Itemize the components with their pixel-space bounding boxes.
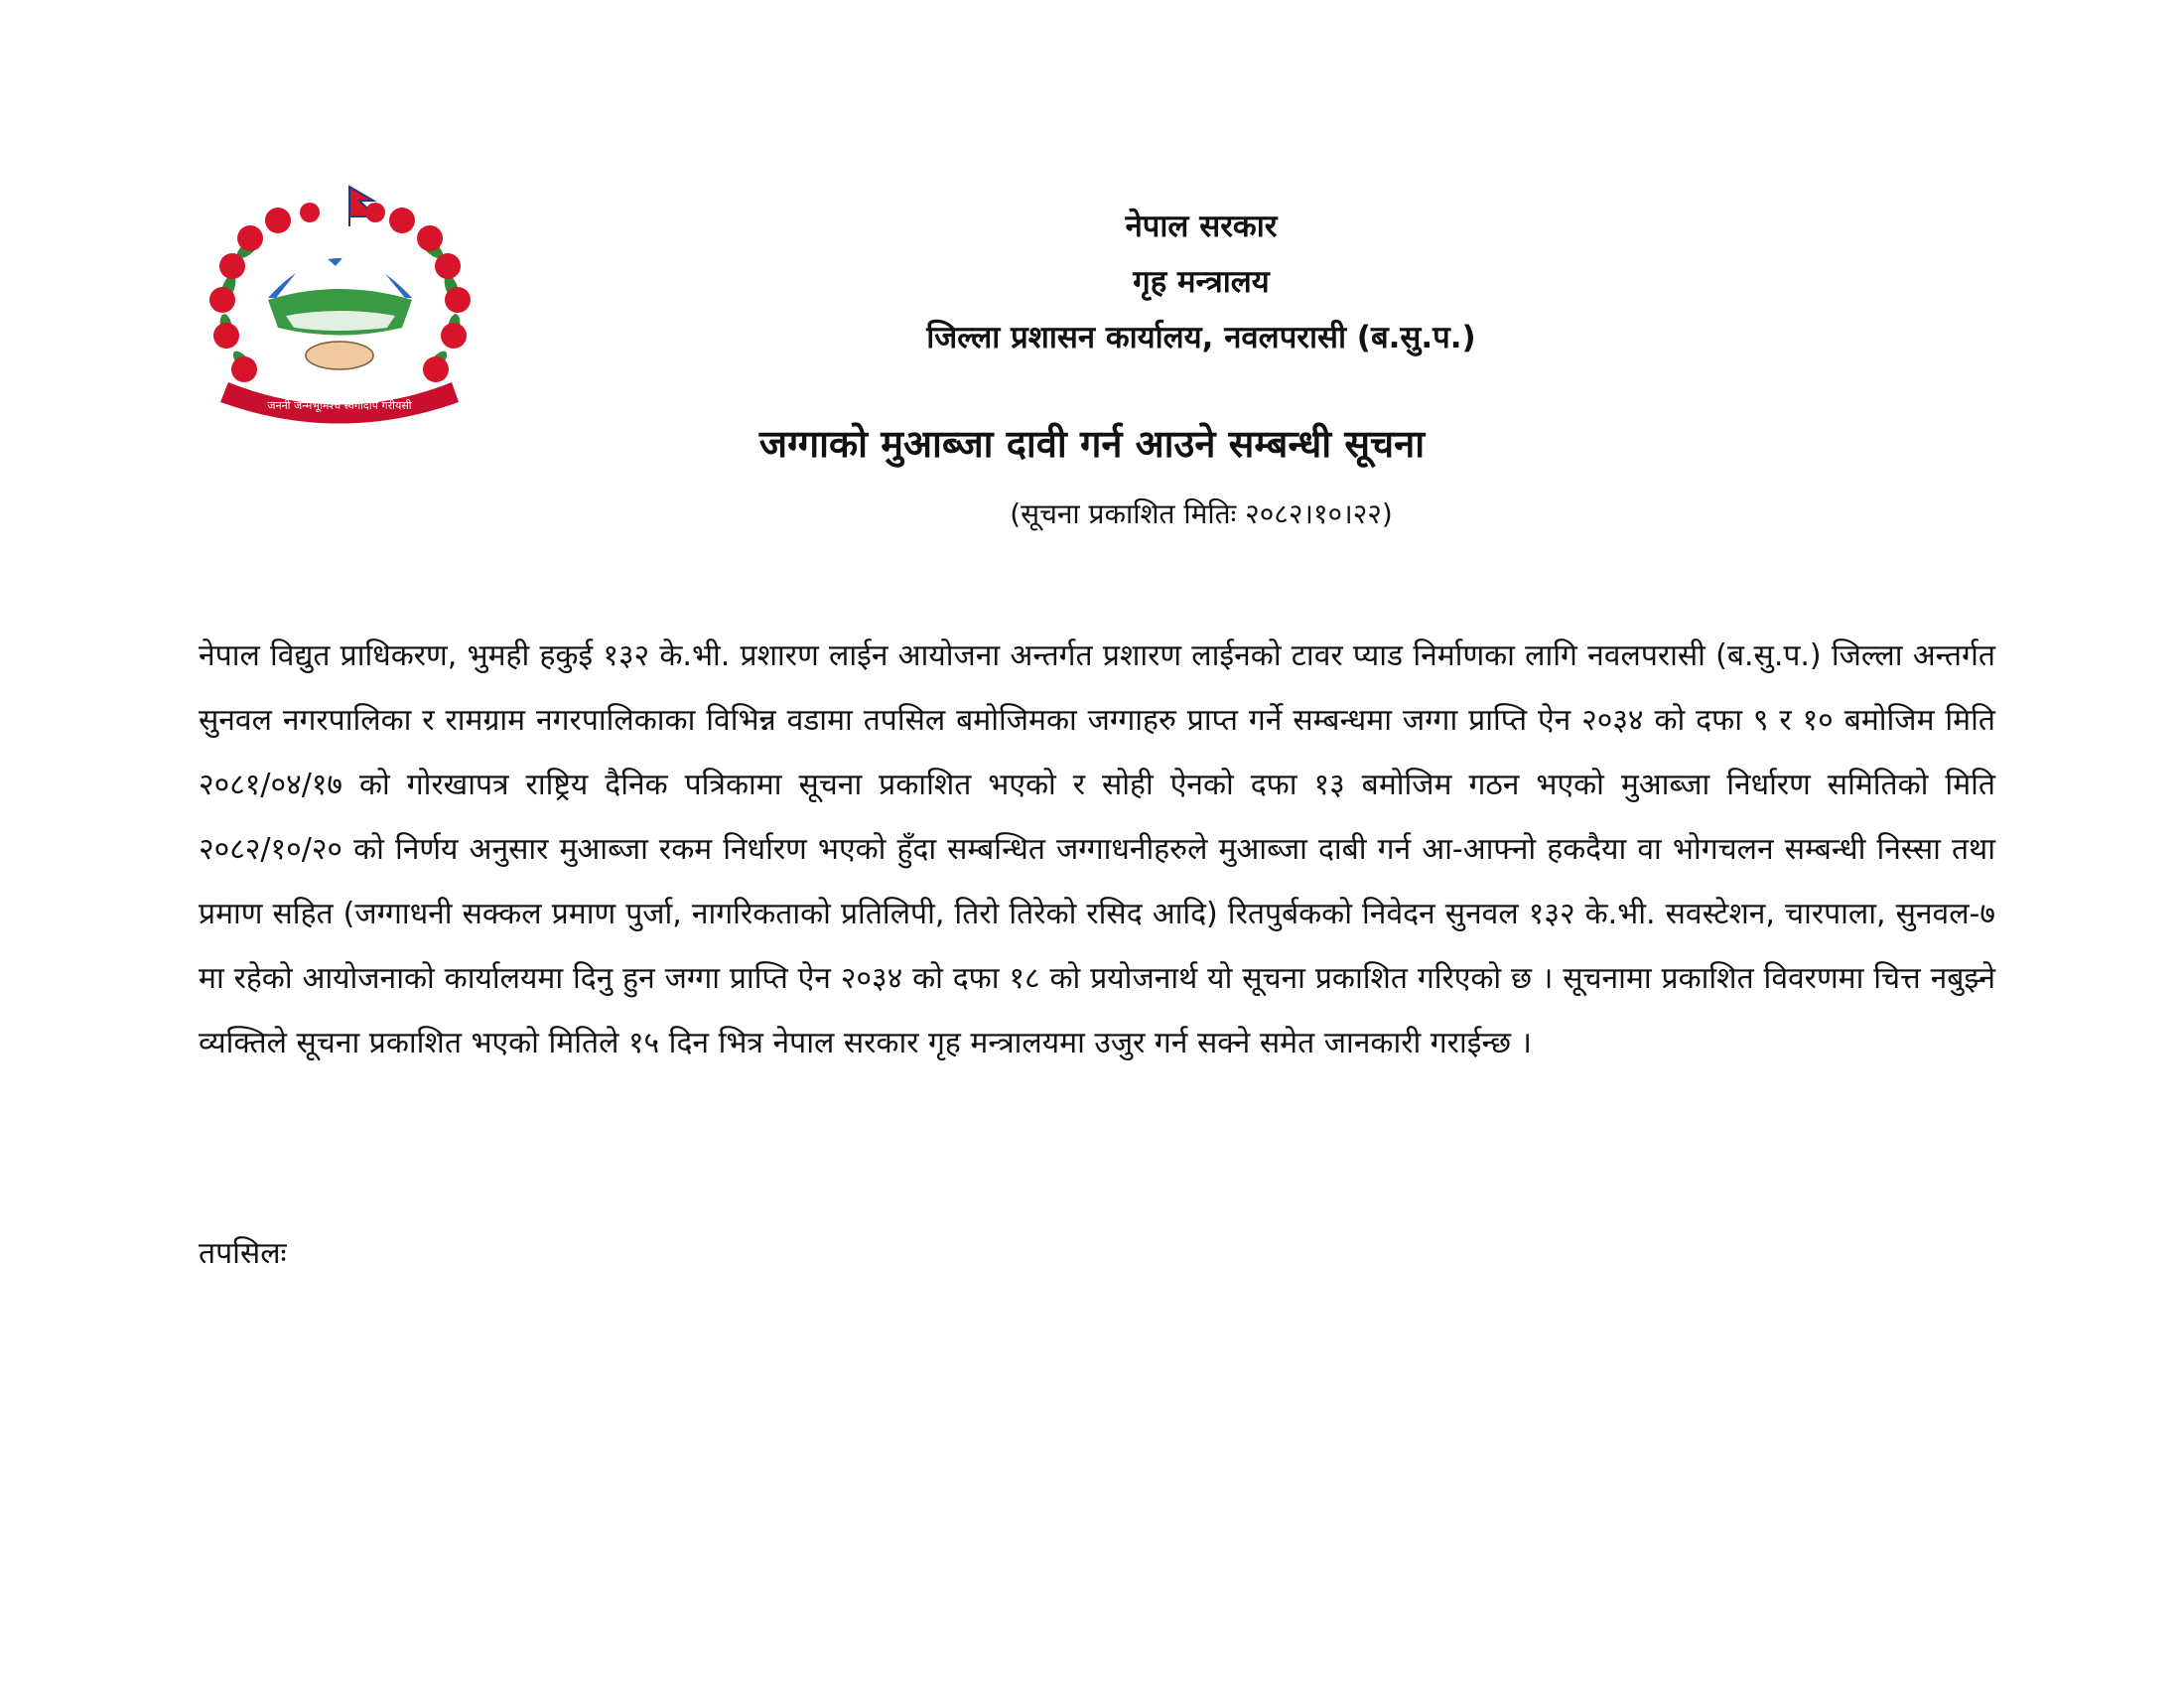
notice-title: जग्गाको मुआब्जा दावी गर्न आउने सम्बन्धी सूचना: [758, 422, 1426, 466]
government-name: नेपाल सरकार: [1125, 209, 1278, 244]
svg-text:जननी जन्मभूमिश्च स्वर्गादपि गर: जननी जन्मभूमिश्च स्वर्गादपि गरीयसी: [267, 399, 412, 412]
ministry-name: गृह मन्त्रालय: [1133, 264, 1270, 300]
nepal-emblem-icon: [199, 179, 481, 427]
schedule-label: तपसिलः: [199, 1236, 287, 1271]
published-date: (सूचना प्रकाशित मितिः २०८२।१०।२२): [1010, 497, 1393, 530]
office-header: [635, 199, 1767, 365]
office-name: जिल्ला प्रशासन कार्यालय, नवलपरासी (ब.सु.प.): [926, 320, 1476, 355]
notice-body: नेपाल विद्युत प्राधिकरण, भुमही हकुई १३२ के.भी. प्रशारण लाईन आयोजना अन्तर्गत प्रशारण लाईनको टावर प्याड निर्माणका लागि नवलपरासी (ब.सु.प.) जिल्ला अन्तर्गत सुनवल नगरपालिका र रामग्राम नगरपालिकाका विभिन्न वडामा तपसिल बमोजिमका जग्गाहरु प्राप्त गर्ने सम्बन्धमा जग्गा प्राप्ति ऐन २०३४ को दफा ९ र १० बमोजिम मिति २०८१/०४/१७ को गोरखापत्र राष्ट्रिय दैनिक पत्रिकामा सूचना प्रकाशित भएको र सोही ऐनको दफा १३ बमोजिम गठन भएको मुआब्जा निर्धारण समितिको मिति २०८२/१०/२० को निर्णय अनुसार मुआब्जा रकम निर्धारण भएको हुँदा सम्बन्धित जग्गाधनीहरुले मुआब्जा दाबी गर्न आ-आफ्नो हकदैया वा भोगचलन सम्बन्धी निस्सा तथा प्रमाण सहित (जग्गाधनी सक्कल प्रमाण पुर्जा, नागरिकताको प्रतिलिपी, तिरो तिरेको रसिद आदि) रितपुर्बकको निवेदन सुनवल १३२ के.भी. सवस्टेशन, चारपाला, सुनवल-७ मा रहेको आयोजनाको कार्यालयमा दिनु हुन जग्गा प्राप्ति ऐन २०३४ को दफा १८ को प्रयोजनार्थ यो सूचना प्रकाशित गरिएको छ । सूचनामा प्रकाशित विवरणमा चित्त नबुझ्ने व्यक्तिले सूचना प्रकाशित भएको मितिले १५ दिन भित्र नेपाल सरकार गृह मन्त्रालयमा उजुर गर्न सक्ने समेत जानकारी गराईन्छ ।: [199, 638, 1995, 1060]
